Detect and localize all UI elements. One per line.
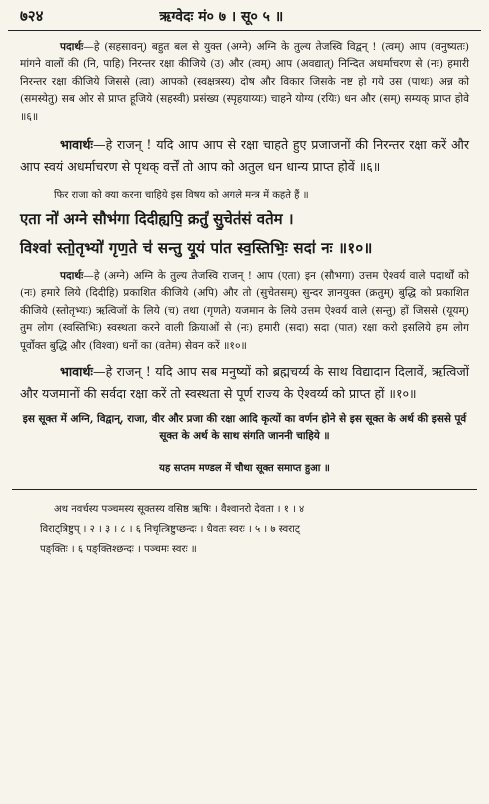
padartha-label: पदार्थः: [60, 270, 84, 283]
section-rule: [12, 489, 477, 490]
next-hymn-line-2: विराट्त्रिष्टुप् । २ । ३ । ८ । ६ निचृत्त्रिष्टुप्छन्दः । धैवतः स्वरः । ५ । ७ स्वराट्: [40, 524, 300, 536]
hymn-summary: इस सूक्त में अग्नि, विद्वान्, राजा, वीर और प्रजा की रक्षा आदि कृत्यों का वर्णन होने से इस सूक्त के अर्थ की इससे पूर्व सूक्त के अर्थ के साथ संगति जाननी चाहिये ॥: [22, 413, 467, 443]
bhavartha-text: —हे राजन् ! यदि आप सब मनुष्यों को ब्रह्मचर्य्य के साथ विद्यादान दिलावें, ऋत्विजों और यजमानों की सर्वदा रक्षा करें तो स्वस्थता से पूर्ण राज्य के ऐश्वर्य्य को प्राप्त हों ॥१०॥: [20, 364, 469, 402]
bhavartha-label: भावार्थः: [60, 364, 93, 380]
padartha-label: पदार्थः: [60, 41, 84, 53]
bhavartha-text: —हे राजन् ! यदि आप आप से रक्षा चाहते हुए प्रजाजनों की निरन्तर रक्षा करें और आप स्वयं अधर्माचरण से पृथक् वर्त्तें तो आप को अतुल धन धान्य प्राप्त होवें ॥६॥: [20, 137, 469, 175]
bhavartha-label: भावार्थः: [60, 137, 93, 153]
padartha-paragraph-2: [20, 268, 469, 355]
padartha-text: —हे (अग्ने) अग्नि के तुल्य तेजस्वि राजन् ! आप (एता) इन (सौभगा) उत्तम ऐश्वर्य वाले पदार्थों को (नः) हमारे लिये (दिदीहि) प्रकाशित कीजिये (अपि) और तो (सुचेतसम्) सुन्दर ज्ञानयुक्त (क्रतुम्) बुद्धि को प्रकाशित कीजिये (स्तोतृभ्यः) ऋत्विजों के लिये (च) तथा (गृणते) यजमान के लिये उत्तम ऐश्वर्य वाले (सन्तु) हों जिससे (यूयम्) तुम लोग (स्वस्तिभिः) स्वस्थता करने वाली क्रियाओं से (नः) हमारी (सदा) सदा (पात) रक्षा करो इसलिये हम लोग पूर्वोक्त बुद्धि और (विश्वा) धनों का (वतेम) सेवन करें ॥१०॥: [20, 270, 469, 352]
next-hymn-line-3: पङ्क्तिः । ६ पङ्क्तिश्छन्दः । पञ्चमः स्वरः ॥: [40, 544, 197, 556]
bhavartha-paragraph-2: [20, 361, 469, 405]
page-header: [20, 6, 469, 28]
bhavartha-paragraph-1: [20, 134, 469, 178]
mantra-line-2: विश्वा॑ स्तो॒तृभ्यो॑ गृण॒ते च॑ सन्तु यू॒यं पा॑त स्व॒स्तिभिः॒ सदा॑ नः ॥१०॥: [20, 239, 373, 258]
page-number: ७२४: [20, 7, 44, 25]
padartha-paragraph-1: [20, 39, 469, 126]
header-rule: [8, 30, 481, 31]
padartha-text: —हे (सहसावन्) बहुत बल से युक्त (अग्ने) अग्नि के तुल्य तेजस्वि विद्वन् ! (त्वम्) आप (वनुष्यतः) मांगने वालों की (नि, पाहि) निरन्तर रक्षा कीजिये (उ) और (त्वम्) आप (अवद्यात्) निन्दित अधर्माचरण से (नः) हमारी निरन्तर रक्षा कीजिये जिससे (त्वा) आपको (स्वक्षत्रस्य) दोष और विकार जिसके नष्ट हो गये उस (पाथः) अन्न को (समस्येतु) सब ओर से प्राप्त हूजिये (सहस्वी) प्रसंख्य (स्पृहयाय्यः) चाहने योग्य (रयिः) धन और (सम्) सम्यक् प्राप्त होवे ॥६॥: [20, 41, 469, 123]
hymn-colophon: यह सप्तम मण्डल में चौथा सूक्त समाप्त हुआ ॥: [159, 463, 330, 475]
next-hymn-line-1: अथ नवर्चस्य पञ्चमस्य सूक्तस्य वसिष्ठ ऋषिः । वैश्वानरो देवता । १ । ४: [54, 504, 305, 516]
next-hymn-note: [20, 500, 469, 560]
mantra-introduction: फिर राजा को क्या करना चाहिये इस विषय को अगले मन्त्र में कहते हैं ॥: [54, 190, 309, 202]
mantra-line-1: एता नो॑ अग्ने सौभ॑गा दिदीह्यपि॒ क्रतुं॑ सु॒चेत॑सं वतेम ।: [20, 210, 294, 229]
running-title: ऋग्वेदः मं० ७ । सू० ५ ॥: [159, 9, 284, 25]
